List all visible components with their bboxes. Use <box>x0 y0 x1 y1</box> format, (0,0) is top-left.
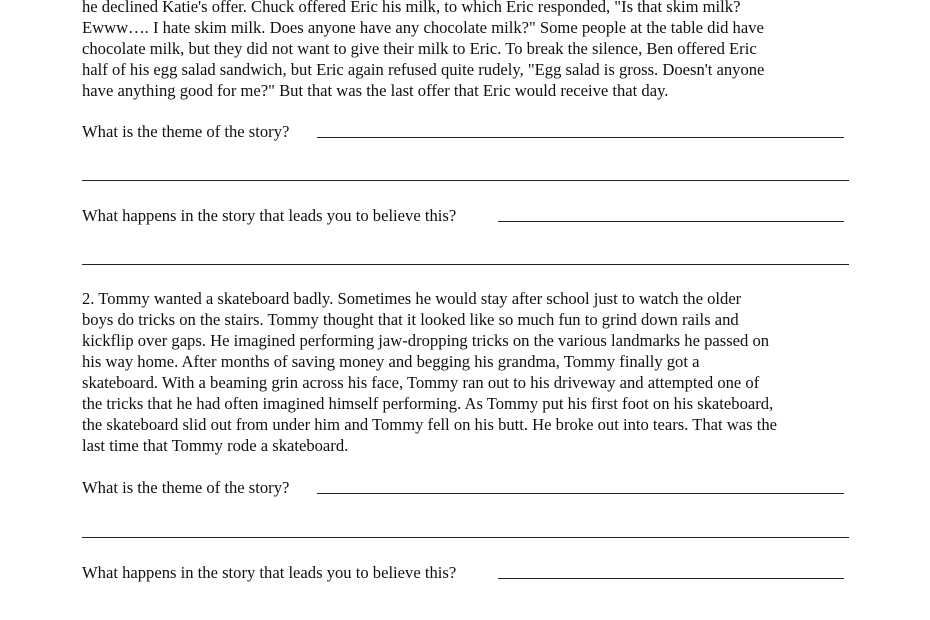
story-2-evidence-question: What happens in the story that leads you to believe this? <box>82 563 457 582</box>
story-1-passage <box>82 0 857 101</box>
story-2-line: last time that Tommy rode a skateboard. <box>82 436 349 455</box>
story-2-line: kickflip over gaps. He imagined performing jaw-dropping tricks on the various landmarks he passed on <box>82 331 770 350</box>
story-1-evidence-answer-line-2[interactable] <box>82 264 849 265</box>
story-1-theme-answer-line-2[interactable] <box>82 180 849 181</box>
story-1-evidence-question: What happens in the story that leads you to believe this? <box>82 206 457 225</box>
story-2-line: the skateboard slid out from under him and Tommy fell on his butt. He broke out into tears. That was the <box>82 415 778 434</box>
story-2-theme-answer-line-2[interactable] <box>82 537 849 538</box>
story-2-evidence-answer-line[interactable] <box>498 578 844 579</box>
story-1-evidence-answer-line[interactable] <box>498 221 844 222</box>
story-1-line: chocolate milk, but they did not want to give their milk to Eric. To break the silence, Ben offered Eric <box>82 39 757 58</box>
story-2-line: 2. Tommy wanted a skateboard badly. Sometimes he would stay after school just to watch the older <box>82 289 742 308</box>
story-2-line: the tricks that he had often imagined himself performing. As Tommy put his first foot on his skateboard, <box>82 394 774 413</box>
story-2-theme-question: What is the theme of the story? <box>82 478 290 497</box>
story-2-line: his way home. After months of saving money and begging his grandma, Tommy finally got a <box>82 352 700 371</box>
story-1-line: he declined Katie's offer. Chuck offered Eric his milk, to which Eric responded, "Is that skim milk? <box>82 0 741 16</box>
story-1-line: half of his egg salad sandwich, but Eric again refused quite rudely, "Egg salad is gross. Doesn't anyone <box>82 60 765 79</box>
story-1-theme-question: What is the theme of the story? <box>82 122 290 141</box>
story-1-line: have anything good for me?" But that was the last offer that Eric would receive that day. <box>82 81 669 100</box>
story-2-line: boys do tricks on the stairs. Tommy thought that it looked like so much fun to grind down rails and <box>82 310 739 329</box>
story-2-theme-answer-line[interactable] <box>317 493 844 494</box>
story-2-passage <box>82 288 857 456</box>
story-1-line: Ewww…. I hate skim milk. Does anyone have any chocolate milk?" Some people at the table did have <box>82 18 764 37</box>
story-2-line: skateboard. With a beaming grin across his face, Tommy ran out to his driveway and attempted one of <box>82 373 760 392</box>
story-1-theme-answer-line[interactable] <box>317 137 844 138</box>
